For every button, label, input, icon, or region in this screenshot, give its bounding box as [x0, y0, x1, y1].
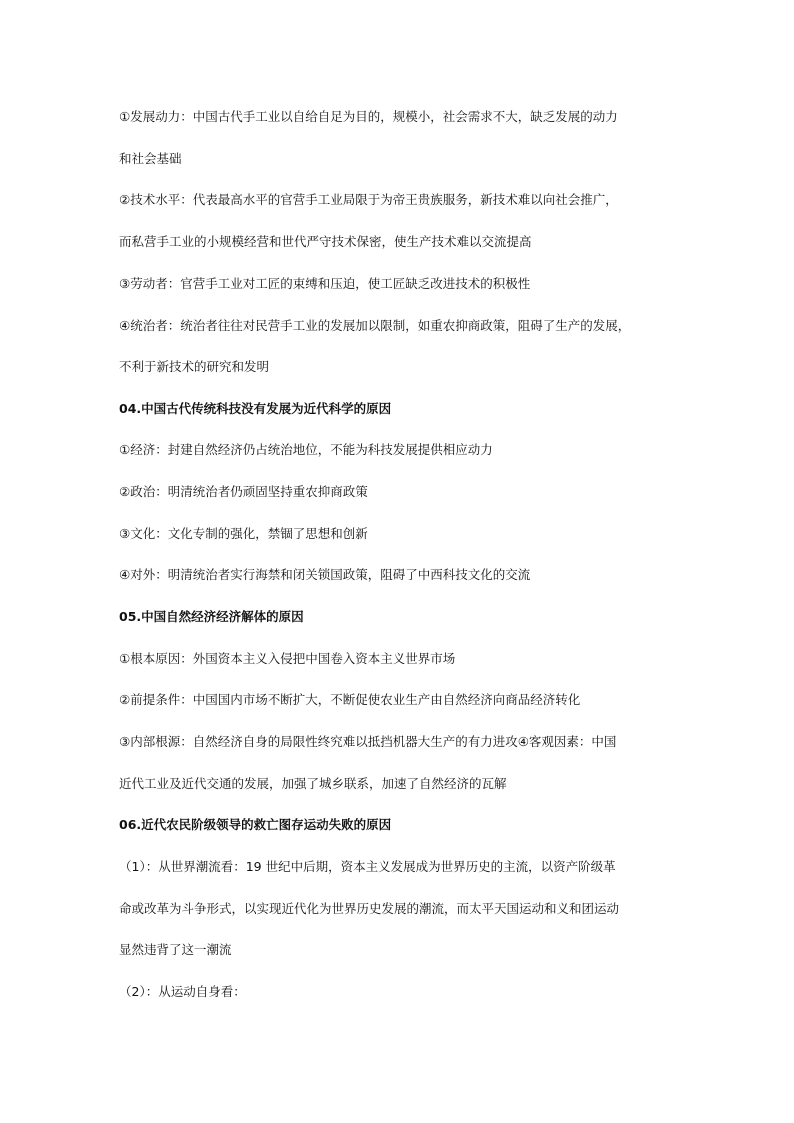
text-line: ②前提条件：中国国内市场不断扩大，不断促使农业生产由自然经济向商品经济转化 — [119, 692, 581, 707]
section-heading: 04.中国古代传统科技没有发展为近代科学的原因 — [119, 401, 392, 416]
text-line: ④对外：明清统治者实行海禁和闭关锁国政策，阻碍了中西科技文化的交流 — [119, 567, 531, 582]
text-line: ③劳动者：官营手工业对工匠的束缚和压迫，使工匠缺乏改进技术的积极性 — [119, 276, 531, 291]
text-line: ①根本原因：外国资本主义入侵把中国卷入资本主义世界市场 — [119, 651, 456, 666]
text-line: （1）：从世界潮流看：19 世纪中后期，资本主义发展成为世界历史的主流，以资产阶级革 — [119, 859, 616, 874]
text-line: ③文化：文化专制的强化，禁锢了思想和创新 — [119, 526, 368, 541]
text-line: 而私营手工业的小规模经营和世代严守技术保密，使生产技术难以交流提高 — [119, 234, 532, 249]
text-line: 显然违背了这一潮流 — [119, 942, 232, 957]
text-line: 命或改革为斗争形式，以实现近代化为世界历史发展的潮流，而太平天国运动和义和团运动 — [119, 901, 620, 916]
text-line: ①经济：封建自然经济仍占统治地位，不能为科技发展提供相应动力 — [119, 442, 493, 457]
section-heading: 05.中国自然经济经济解体的原因 — [119, 609, 304, 624]
section-heading: 06.近代农民阶级领导的救亡图存运动失败的原因 — [119, 817, 392, 832]
text-line: ③内部根源：自然经济自身的局限性终究难以抵挡机器大生产的有力进攻④客观因素：中国 — [119, 734, 617, 749]
text-line: ④统治者：统治者往往对民营手工业的发展加以限制，如重农抑商政策，阻碍了生产的发展， — [119, 318, 631, 333]
text-line: 近代工业及近代交通的发展，加强了城乡联系，加速了自然经济的瓦解 — [119, 776, 507, 791]
text-line: ②技术水平：代表最高水平的官营手工业局限于为帝王贵族服务，新技术难以向社会推广， — [119, 192, 618, 207]
text-line: 和社会基础 — [119, 151, 182, 166]
text-line: ①发展动力：中国古代手工业以自给自足为目的，规模小，社会需求不大，缺乏发展的动力 — [119, 109, 618, 124]
text-line: ②政治：明清统治者仍顽固坚持重农抑商政策 — [119, 484, 368, 499]
text-line: 不利于新技术的研究和发明 — [119, 359, 270, 374]
text-line: （2）：从运动自身看： — [119, 984, 246, 999]
